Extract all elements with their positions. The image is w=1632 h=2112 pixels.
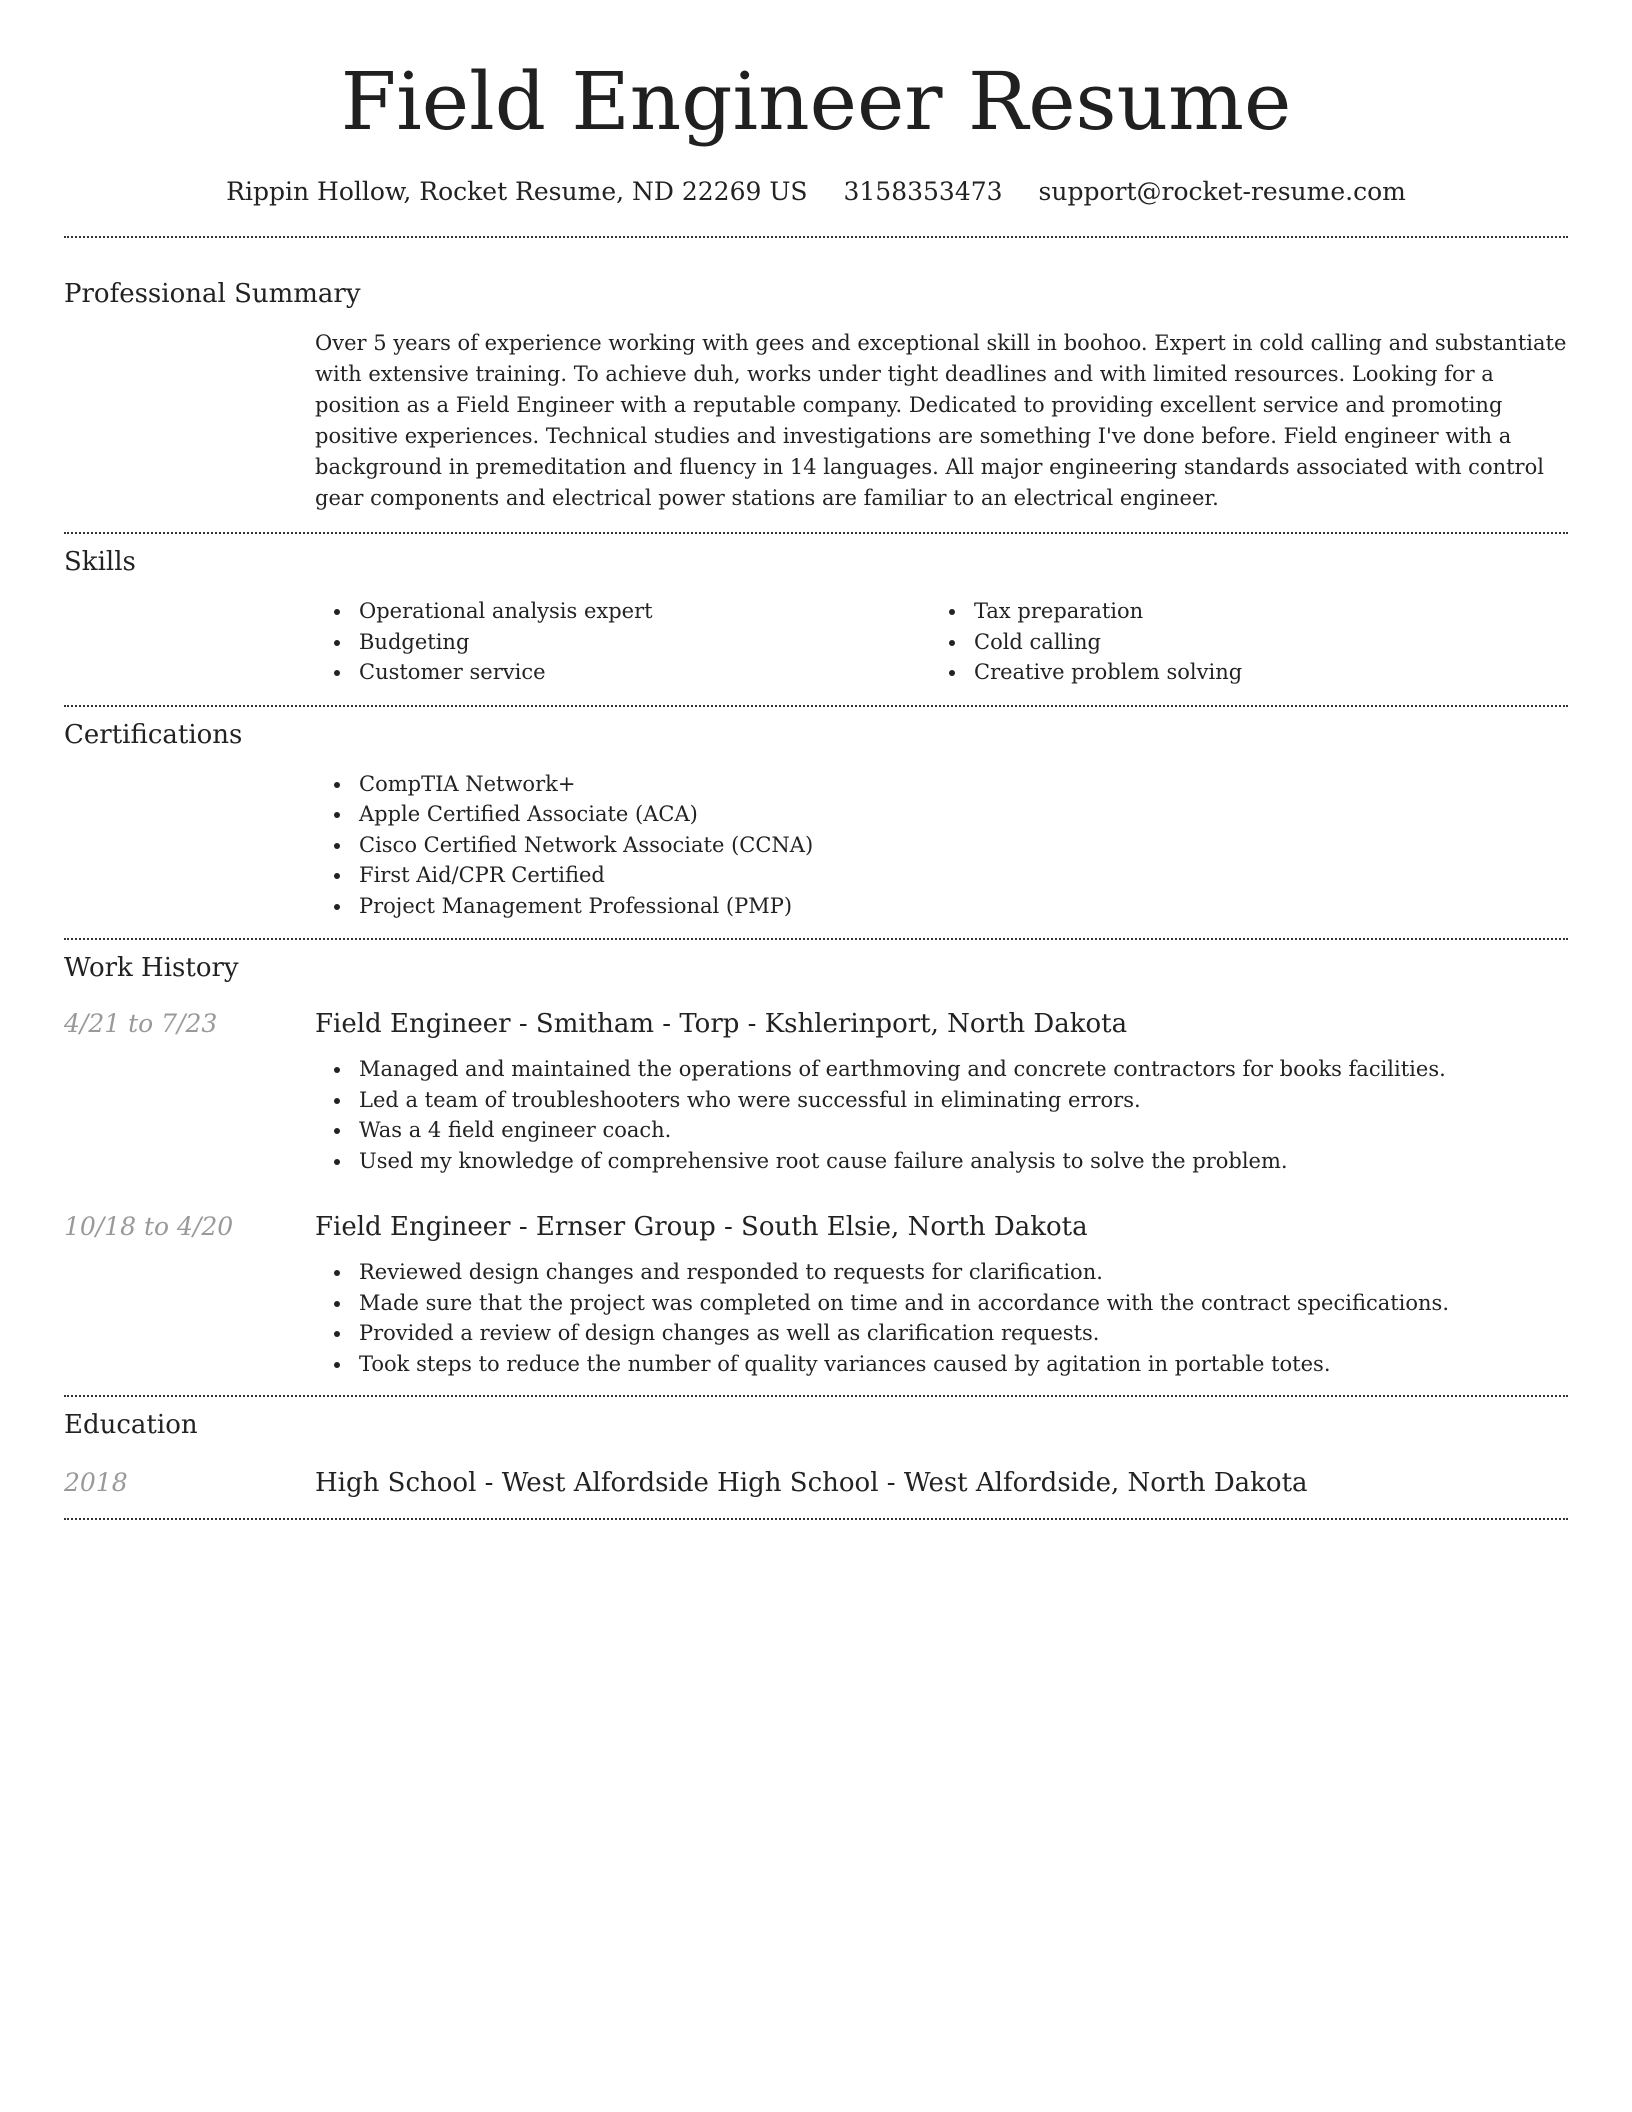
job-bullet: Provided a review of design changes as well as clarification requests. [315, 1318, 1568, 1349]
skills-list-left [315, 596, 930, 688]
education-body [315, 1466, 1568, 1500]
job-bullet: Reviewed design changes and responded to requests for clarification. [315, 1257, 1568, 1288]
divider [64, 1395, 1568, 1397]
certification-item: Project Management Professional (PMP) [315, 891, 1568, 922]
summary-heading: Professional Summary [64, 279, 361, 309]
certifications-list [315, 769, 1568, 922]
job-title: Field Engineer - Smitham - Torp - Kshlerinport, North Dakota [315, 1009, 1128, 1039]
skills-list-right [930, 596, 1545, 688]
job-bullet: Led a team of troubleshooters who were successful in eliminating errors. [315, 1085, 1568, 1116]
certifications-section [64, 718, 1568, 922]
skill-item: Budgeting [315, 627, 930, 658]
job-bullet: Used my knowledge of comprehensive root cause failure analysis to solve the problem. [315, 1146, 1568, 1177]
contact-line [64, 174, 1568, 210]
summary-text: Over 5 years of experience working with gees and exceptional skill in boohoo. Expert in cold calling and substantiate with extensive training. To achieve duh, works under tight deadlines and with limited resources. Looking for a position as a Field Engineer with a reputable company. Dedicated to providing excellent service and promoting positive experiences. Technical studies and investigations are something I've done before. Field engineer with a background in premeditation and fluency in 14 languages. All major engineering standards associated with control gear components and electrical power stations are familiar to an electrical engineer. [315, 331, 1567, 510]
certifications-content [315, 769, 1568, 922]
job-bullets [315, 1054, 1568, 1176]
certification-item: CompTIA Network+ [315, 769, 1568, 800]
skill-item: Customer service [315, 657, 930, 688]
resume-title: Field Engineer Resume [340, 55, 1292, 148]
job-entry [64, 1007, 1568, 1176]
education-heading: Education [64, 1410, 198, 1440]
job-bullet: Was a 4 field engineer coach. [315, 1115, 1568, 1146]
skills-heading: Skills [64, 547, 136, 577]
education-title: High School - West Alfordside High School - West Alfordside, North Dakota [315, 1468, 1308, 1498]
job-dates: 10/18 to 4/20 [64, 1212, 234, 1241]
divider [64, 1518, 1568, 1520]
job-bullet: Made sure that the project was completed on time and in accordance with the contract specifications. [315, 1288, 1568, 1319]
job-body [315, 1210, 1568, 1379]
summary-section [64, 277, 1568, 514]
contact-email: support@rocket-resume.com [1038, 177, 1406, 206]
education-year: 2018 [64, 1468, 128, 1497]
resume-page [64, 0, 1568, 1520]
skill-item: Operational analysis expert [315, 596, 930, 627]
job-bullet: Managed and maintained the operations of earthmoving and concrete contractors for books facilities. [315, 1054, 1568, 1085]
work-section [64, 951, 1568, 1379]
job-bullet: Took steps to reduce the number of quality variances caused by agitation in portable totes. [315, 1349, 1568, 1380]
education-entry [64, 1466, 1568, 1500]
skill-item: Creative problem solving [930, 657, 1545, 688]
certifications-heading: Certifications [64, 719, 243, 750]
contact-phone: 3158353473 [843, 177, 1003, 206]
skills-columns [315, 596, 1568, 688]
divider [64, 705, 1568, 707]
divider [64, 532, 1568, 534]
skill-item: Cold calling [930, 627, 1545, 658]
job-dates: 4/21 to 7/23 [64, 1009, 218, 1038]
divider [64, 236, 1568, 238]
certification-item: Apple Certified Associate (ACA) [315, 799, 1568, 830]
job-bullets [315, 1257, 1568, 1379]
education-section [64, 1408, 1568, 1500]
job-title: Field Engineer - Ernser Group - South Elsie, North Dakota [315, 1212, 1088, 1242]
job-body [315, 1007, 1568, 1176]
certification-item: First Aid/CPR Certified [315, 860, 1568, 891]
certification-item: Cisco Certified Network Associate (CCNA) [315, 830, 1568, 861]
divider [64, 938, 1568, 940]
skills-section [64, 545, 1568, 688]
contact-address: Rippin Hollow, Rocket Resume, ND 22269 US [226, 177, 808, 206]
skill-item: Tax preparation [930, 596, 1545, 627]
work-heading: Work History [64, 953, 239, 983]
job-entry [64, 1210, 1568, 1379]
